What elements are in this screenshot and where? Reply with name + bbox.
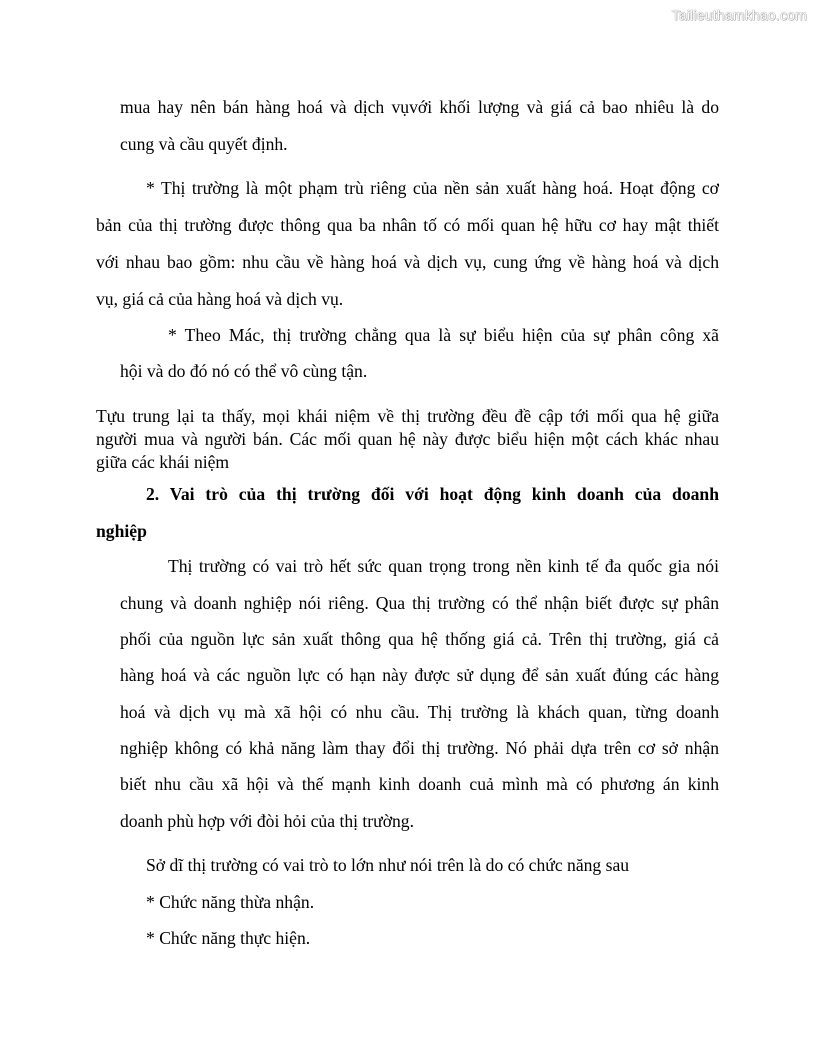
text-line: với nhau bao gồm: nhu cầu về hàng hoá và dịch vụ, cung ứng về hàng hoá và dịch bbox=[96, 252, 719, 272]
text-line: nghiệp không có khả năng làm thay đổi thị trường. Nó phải dựa trên cơ sở nhận bbox=[120, 738, 719, 758]
text-line: Thị trường có vai trò hết sức quan trọng trong nền kinh tế đa quốc gia nói bbox=[168, 556, 719, 576]
text-line: * Theo Mác, thị trường chẳng qua là sự biểu hiện của sự phân công xã bbox=[168, 325, 719, 345]
list-item: * Chức năng thực hiện. bbox=[146, 928, 311, 948]
text-line: hoá và dịch vụ mà xã hội có nhu cầu. Thị trường là khách quan, từng doanh bbox=[120, 702, 719, 722]
text-line: bản của thị trường được thông qua ba nhân tố có mối quan hệ hữu cơ hay mật thiết bbox=[96, 215, 719, 235]
text-line: mua hay nên bán hàng hoá và dịch vụvới khối lượng và giá cả bao nhiêu là do bbox=[120, 97, 719, 117]
text-line: biết nhu cầu xã hội và thế mạnh kinh doanh cuả mình mà có phương án kinh bbox=[120, 774, 719, 794]
text-line: phối của nguồn lực sản xuất thông qua hệ thống giá cả. Trên thị trường, giá cả bbox=[120, 629, 719, 649]
watermark: Tailieuthamkhao.com bbox=[671, 7, 807, 23]
text-line: vụ, giá cả của hàng hoá và dịch vụ. bbox=[96, 289, 344, 309]
text-line: hội và do đó nó có thể vô cùng tận. bbox=[120, 361, 368, 381]
list-item: * Chức năng thừa nhận. bbox=[146, 892, 315, 912]
text-line: hàng hoá và các nguồn lực có hạn này được sử dụng để sản xuất đúng các hàng bbox=[120, 665, 719, 685]
text-line: * Thị trường là một phạm trù riêng của nền sản xuất hàng hoá. Hoạt động cơ bbox=[146, 178, 719, 198]
text-line: doanh phù hợp với đòi hỏi của thị trường. bbox=[120, 811, 414, 831]
section-heading: 2. Vai trò của thị trường đối với hoạt động kinh doanh của doanh bbox=[146, 484, 719, 504]
text-line: chung và doanh nghiệp nói riêng. Qua thị trường có thể nhận biết được sự phân bbox=[120, 593, 719, 613]
text-line: giữa các khái niệm bbox=[96, 452, 230, 472]
text-line: cung và cầu quyết định. bbox=[120, 134, 288, 154]
section-heading: nghiệp bbox=[96, 521, 147, 541]
text-line: Sở dĩ thị trường có vai trò to lớn như nói trên là do có chức năng sau bbox=[146, 855, 630, 875]
text-line: người mua và người bán. Các mối quan hệ này được biểu hiện một cách khác nhau bbox=[96, 429, 719, 449]
text-line: Tựu trung lại ta thấy, mọi khái niệm về thị trường đều đề cập tới mối qua hệ giữa bbox=[96, 406, 719, 426]
